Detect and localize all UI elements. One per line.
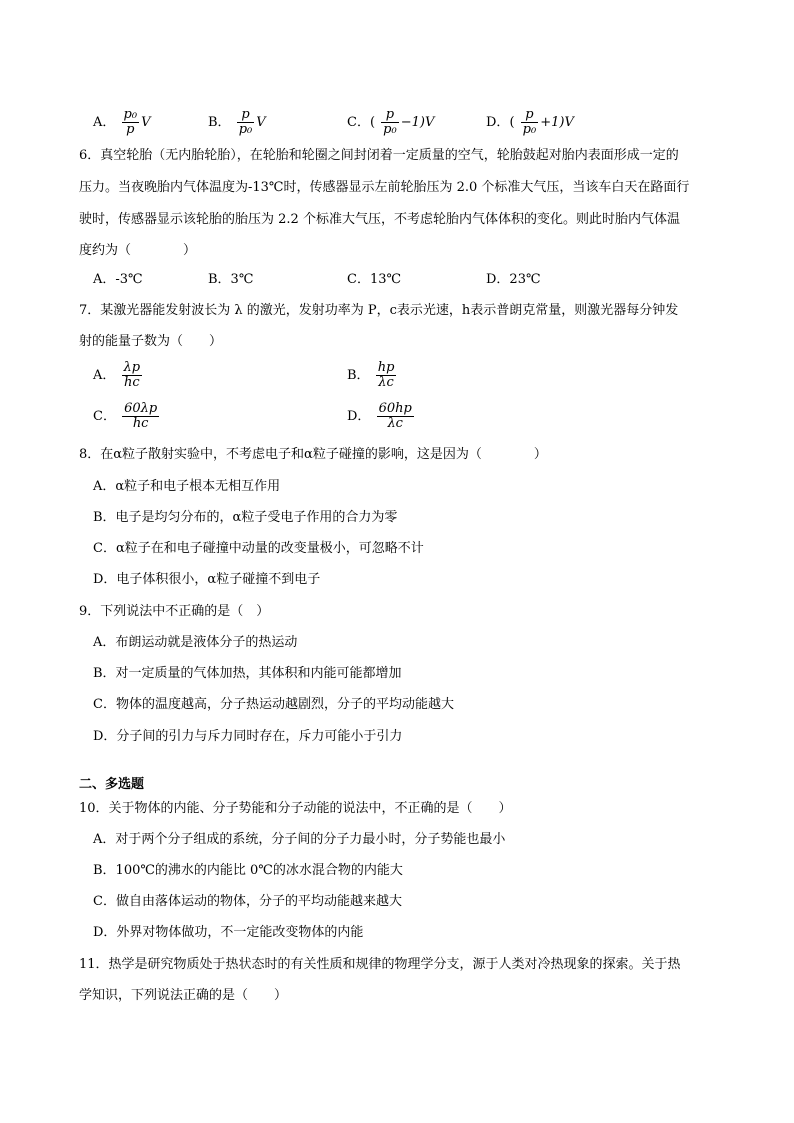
option-label: C． <box>347 115 370 130</box>
q5-option-c <box>347 108 434 137</box>
q8-option-b: B．电子是均匀分布的，α粒子受电子作用的合力为零 <box>93 510 398 525</box>
fraction <box>376 361 397 390</box>
fraction-numerator: λp <box>123 360 141 375</box>
option-tail: V <box>141 115 151 130</box>
option-label: B． <box>347 368 370 383</box>
q9-option-c: C．物体的温度越高，分子热运动越剧烈，分子的平均动能越大 <box>93 697 454 712</box>
option-label: A． <box>93 368 116 383</box>
fraction <box>237 108 255 137</box>
q8-option-a: A．α粒子和电子根本无相互作用 <box>93 479 281 494</box>
fraction <box>521 108 539 137</box>
option-tail: V <box>256 115 266 130</box>
q6-option-a: A．-3℃ <box>93 272 143 287</box>
q6-option-d: D．23℃ <box>486 272 541 287</box>
q7-option-b <box>347 361 398 390</box>
fraction-denominator: p <box>126 122 135 137</box>
q10-option-a: A．对于两个分子组成的系统，分子间的分子力最小时，分子势能也最小 <box>93 832 506 847</box>
fraction-denominator: hc <box>132 416 149 431</box>
section-title: 二、多选题 <box>79 777 145 792</box>
fraction <box>381 108 399 137</box>
q6-option-b: B．3℃ <box>208 272 254 287</box>
fraction-denominator: λc <box>378 375 394 390</box>
fraction-denominator: hc <box>123 375 140 390</box>
fraction <box>377 402 414 431</box>
option-tail: +1)V <box>540 115 574 130</box>
fraction <box>122 402 159 431</box>
q10-stem: 10．关于物体的内能、分子势能和分子动能的说法中，不正确的是（ ） <box>79 801 512 816</box>
q9-option-a: A．布朗运动就是液体分子的热运动 <box>93 635 298 650</box>
fraction-denominator: p₀ <box>238 122 253 137</box>
fraction <box>122 108 140 137</box>
q9-option-b: B．对一定质量的气体加热，其体积和内能可能都增加 <box>93 666 402 681</box>
q5-option-d <box>486 108 574 137</box>
fraction-numerator: p <box>381 108 399 123</box>
q11-line-1: 11．热学是研究物质处于热状态时的有关性质和规律的物理学分支，源于人类对冷热现象的探索。关于热 <box>79 957 681 972</box>
open-paren: ( <box>509 115 515 130</box>
option-label: D． <box>347 409 371 424</box>
q8-option-d: D．电子体积很小，α粒子碰撞不到电子 <box>93 572 321 587</box>
option-label: D． <box>486 115 510 130</box>
fraction-denominator: p₀ <box>522 122 537 137</box>
q10-option-c: C．做自由落体运动的物体，分子的平均动能越来越大 <box>93 894 402 909</box>
q6-option-c: C．13℃ <box>347 272 402 287</box>
q9-stem: 9．下列说法中不正确的是（ ） <box>79 604 270 619</box>
fraction-numerator: p <box>237 108 255 123</box>
option-label: A． <box>93 115 116 130</box>
q6-line-4: 度约为（ ） <box>79 243 197 258</box>
q7-option-a <box>93 361 144 390</box>
fraction-numerator: 60λp <box>124 401 158 416</box>
fraction <box>122 361 143 390</box>
q11-line-2: 学知识，下列说法正确的是（ ） <box>79 988 288 1003</box>
q9-option-d: D．分子间的引力与斥力同时存在，斥力可能小于引力 <box>93 729 403 744</box>
option-tail: −1)V <box>400 115 435 130</box>
q7-line-1: 7．某激光器能发射波长为 λ 的激光，发射功率为 P，c表示光速，h表示普朗克常量，则激光器每分钟发 <box>79 303 679 318</box>
q10-option-d: D．外界对物体做功，不一定能改变物体的内能 <box>93 925 364 940</box>
q10-option-b: B．100℃的沸水的内能比 0℃的冰水混合物的内能大 <box>93 863 403 878</box>
fraction-denominator: p₀ <box>383 122 397 137</box>
q8-option-c: C．α粒子在和电子碰撞中动量的改变量极小，可忽略不计 <box>93 541 424 556</box>
option-label: B． <box>208 115 231 130</box>
open-paren: ( <box>369 115 376 130</box>
q8-stem: 8．在α粒子散射实验中，不考虑电子和α粒子碰撞的影响，这是因为（ ） <box>79 447 547 462</box>
q7-line-2: 射的能量子数为（ ） <box>79 334 223 349</box>
fraction-numerator: hp <box>377 360 395 375</box>
fraction-numerator: p₀ <box>123 107 138 122</box>
q6-line-1: 6．真空轮胎（无内胎轮胎），在轮胎和轮圈之间封闭着一定质量的空气，轮胎鼓起对胎内表面形成一定的 <box>79 148 679 163</box>
q5-option-b <box>208 108 266 137</box>
q5-option-a <box>93 108 150 137</box>
option-label: C． <box>93 409 116 424</box>
q6-line-2: 压力。当夜晚胎内气体温度为-13℃时，传感器显示左前轮胎压为 2.0 个标准大气压，当该车白天在路面行 <box>79 180 690 195</box>
fraction-numerator: 60hp <box>378 401 412 416</box>
q7-option-d <box>347 402 416 431</box>
fraction-numerator: p <box>521 108 539 123</box>
q6-line-3: 驶时，传感器显示该轮胎的胎压为 2.2 个标准大气压，不考虑轮胎内气体体积的变化。则此时胎内气体温 <box>79 212 680 227</box>
fraction-denominator: λc <box>387 416 403 431</box>
q7-option-c <box>93 402 161 431</box>
